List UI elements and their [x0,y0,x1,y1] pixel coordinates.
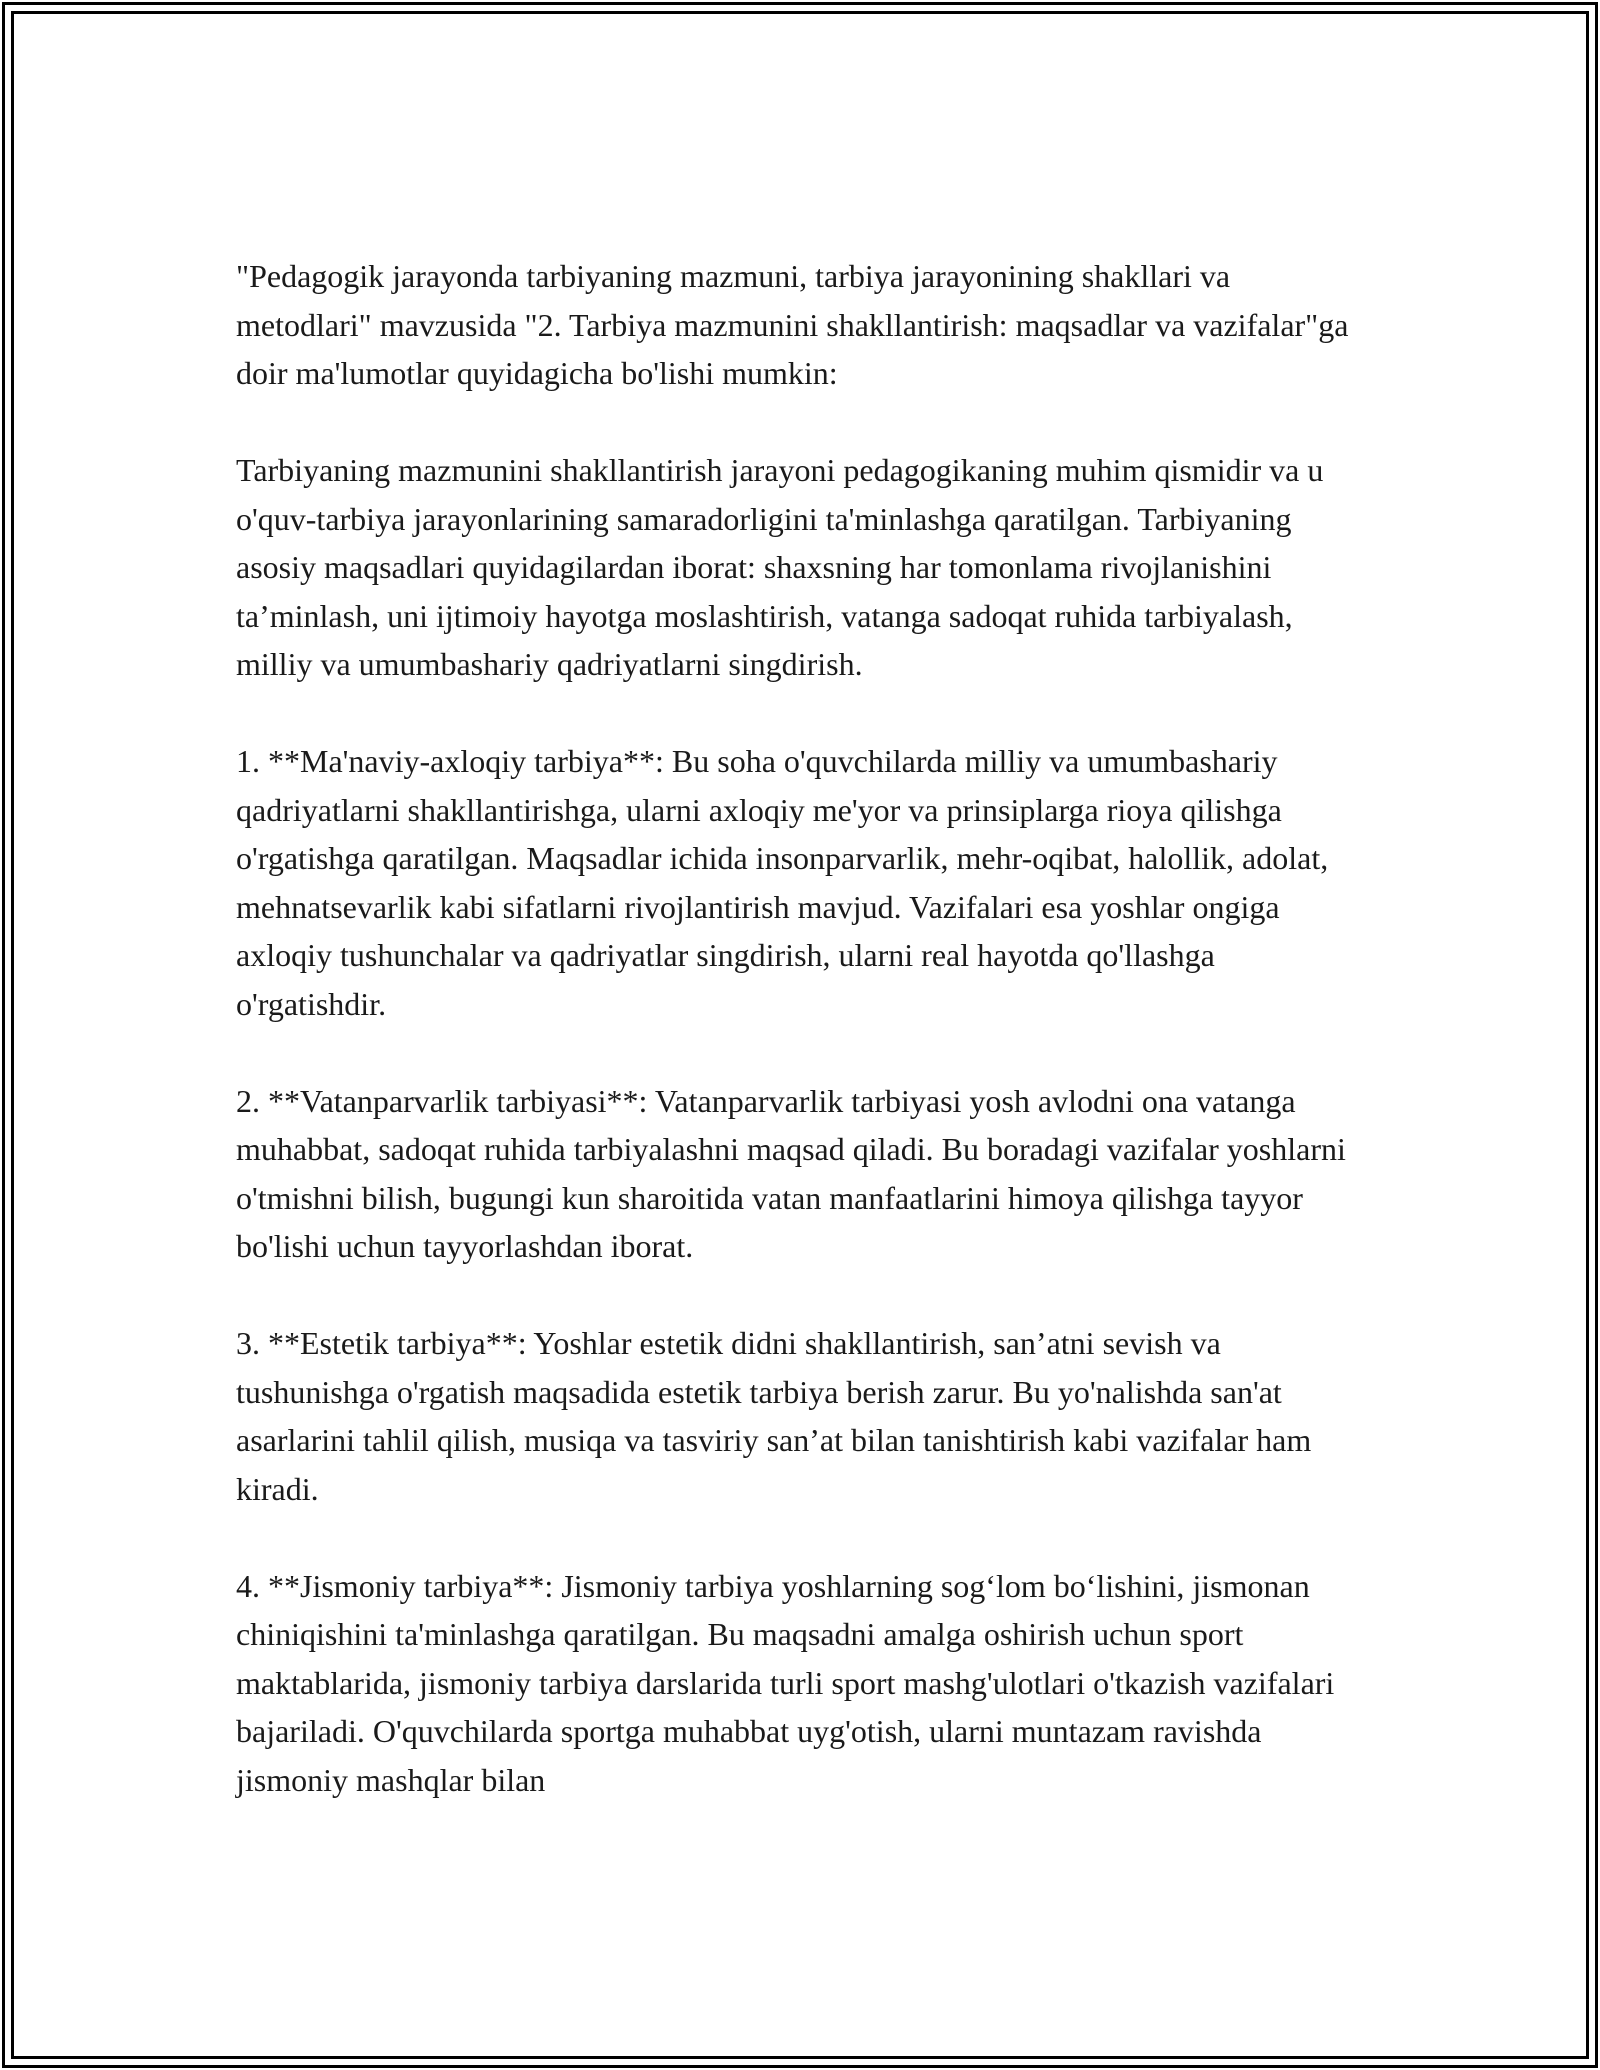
document-body [236,252,1366,1853]
patriotic-education-paragraph: 2. **Vatanparvarlik tarbiyasi**: Vatanparvarlik tarbiyasi yosh avlodni ona vatanga muhabbat, sadoqat ruhida tarbiyalashni maqsad qiladi. Bu boradagi vazifalar yoshlarni o'tmishni bilish, bugungi kun sharoitida vatan manfaatlarini himoya qilishga tayyor bo'lishi uchun tayyorlashdan iborat. [236,1082,1346,1264]
moral-education-paragraph: 1. **Ma'naviy-axloqiy tarbiya**: Bu soha o'quvchilarda milliy va umumbashariy qadriyatlarni shakllantirishga, ularni axloqiy me'yor va prinsiplarga rioya qilishga o'rgatishga qaratilgan. Maqsadlar ichida insonparvarlik, mehr-oqibat, halollik, adolat, mehnatsevarlik kabi sifatlarni rivojlantirish mavjud. Vazifalari esa yoshlar ongiga axloqiy tushunchalar va qadriyatlar singdirish, ularni real hayotda qo'llashga o'rgatishdir. [236,743,1329,1022]
intro-paragraph: "Pedagogik jarayonda tarbiyaning mazmuni, tarbiya jarayonining shakllari va metodlari" mavzusida "2. Tarbiya mazmunini shakllantirish: maqsadlar va vazifalar"ga doir ma'lumotlar quyidagicha bo'lishi mumkin: [236,258,1349,391]
overview-paragraph: Tarbiyaning mazmunini shakllantirish jarayoni pedagogikaning muhim qismidir va u o'quv-tarbiya jarayonlarining samaradorligini ta'minlashga qaratilgan. Tarbiyaning asosiy maqsadlari quyidagilardan iborat: shaxsning har tomonlama rivojlanishini ta’minlash, uni ijtimoiy hayotga moslashtirish, vatanga sadoqat ruhida tarbiyalash, milliy va umumbashariy qadriyatlarni singdirish. [236,452,1324,682]
physical-education-paragraph: 4. **Jismoniy tarbiya**: Jismoniy tarbiya yoshlarning sog‘lom bo‘lishini, jismonan chiniqishini ta'minlashga qaratilgan. Bu maqsadni amalga oshirish uchun sport maktablarida, jismoniy tarbiya darslarida turli sport mashg'ulotlari o'tkazish vazifalari bajariladi. O'quvchilarda sportga muhabbat uyg'otish, ularni muntazam ravishda jismoniy mashqlar bilan [236,1567,1335,1798]
aesthetic-education-paragraph: 3. **Estetik tarbiya**: Yoshlar estetik didni shakllantirish, san’atni sevish va tushunishga o'rgatish maqsadida estetik tarbiya berish zarur. Bu yo'nalishda san'at asarlarini tahlil qilish, musiqa va tasviriy san’at bilan tanishtirish kabi vazifalar ham kiradi. [236,1325,1312,1507]
